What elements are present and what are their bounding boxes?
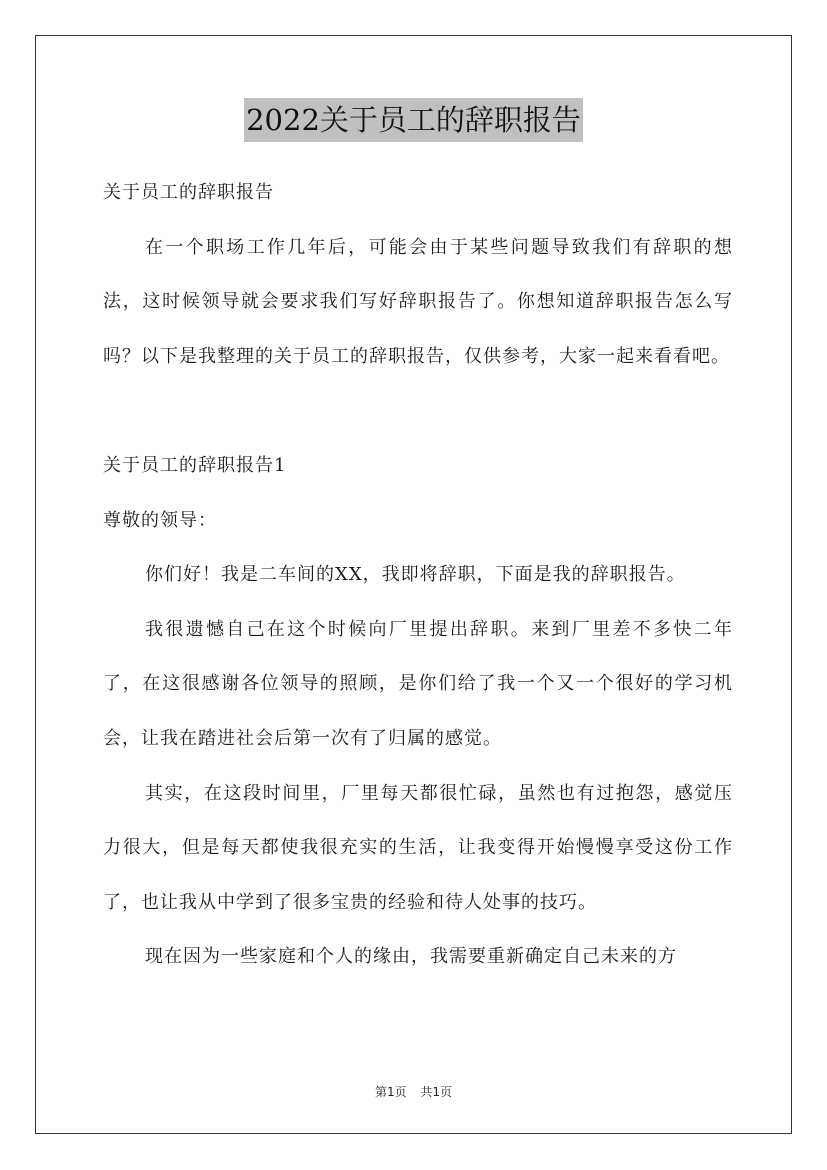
body-paragraph-4: 现在因为一些家庭和个人的缘由，我需要重新确定自己未来的方 bbox=[145, 946, 677, 968]
body-paragraph-3: 其实，在这段时间里，厂里每天都很忙碌，虽然也有过抱怨，感觉压力很大，但是每天都使我很充实的生活，让我变得开始慢慢享受这份工作了，也让我从中学到了很多宝贵的经验和待人处事的技巧。 bbox=[103, 782, 733, 913]
subtitle: 关于员工的辞职报告 bbox=[103, 182, 274, 203]
body-paragraph-2: 我很遗憾自己在这个时候向厂里提出辞职。来到厂里差不多快二年了，在这很感谢各位领导的照顾，是你们给了我一个又一个很好的学习机会，让我在踏进社会后第一次有了归属的感觉。 bbox=[103, 618, 733, 749]
page-total: 共1页 bbox=[420, 1085, 453, 1099]
page-footer bbox=[0, 1083, 827, 1100]
body-paragraph-1: 你们好！我是二车间的XX，我即将辞职，下面是我的辞职报告。 bbox=[145, 564, 686, 586]
page-number: 第1页 bbox=[374, 1085, 407, 1099]
section-heading: 关于员工的辞职报告1 bbox=[103, 454, 287, 476]
title-wrap bbox=[0, 98, 827, 142]
section-gap bbox=[103, 384, 733, 439]
document-body bbox=[103, 166, 733, 985]
intro-paragraph: 在一个职场工作几年后，可能会由于某些问题导致我们有辞职的想法，这时候领导就会要求我们写好辞职报告了。你想知道辞职报告怎么写吗？以下是我整理的关于员工的辞职报告，仅供参考，大家一起来看看吧。 bbox=[103, 236, 733, 367]
document-title: 2022关于员工的辞职报告 bbox=[244, 98, 583, 142]
salutation: 尊敬的领导： bbox=[103, 509, 217, 531]
